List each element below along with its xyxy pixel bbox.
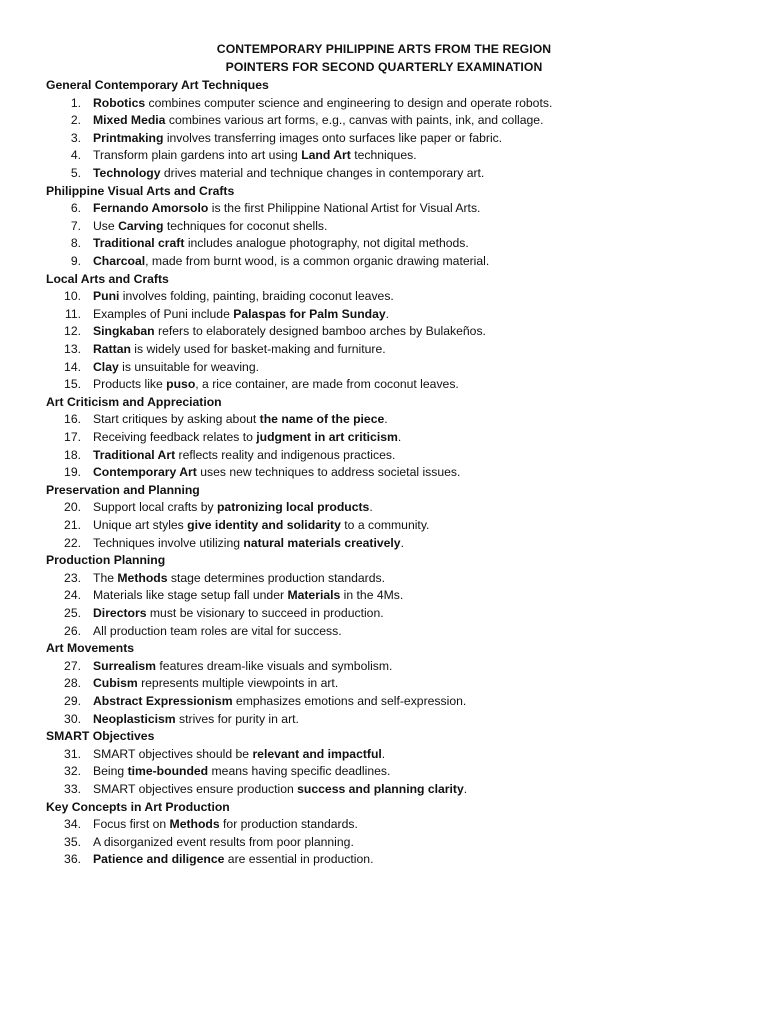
text-run: .: [397, 430, 402, 444]
list-item-text: [93, 429, 401, 447]
list-item-text: [93, 834, 354, 852]
text-run: refers to elaborately designed bamboo arches by Bulakeños.: [154, 324, 486, 339]
bold-term: Palaspas for Palm Sunday: [233, 306, 386, 321]
list-item-text: [93, 447, 395, 465]
list-item-number: 5.: [70, 166, 81, 180]
list-item-text: [93, 535, 404, 553]
list-item-number: 1.: [70, 95, 81, 110]
text-run: are essential in production.: [224, 852, 374, 867]
list-item-text: [93, 658, 392, 676]
list-item-text: [93, 570, 385, 588]
list-item-number: 7.: [70, 218, 81, 233]
list-item-text: [93, 253, 489, 271]
section-heading: General Contemporary Art Techniques: [46, 78, 269, 92]
document-subtitle: POINTERS FOR SECOND QUARTERLY EXAMINATION: [225, 60, 543, 74]
section-heading: Preservation and Planning: [46, 482, 200, 497]
list-item-number: 21.: [64, 518, 81, 532]
text-run: is the first Philippine National Artist for Visual Arts.: [208, 201, 481, 216]
text-run: strives for purity in art.: [175, 711, 299, 726]
bold-term: success and planning clarity: [297, 782, 464, 796]
text-run: techniques.: [350, 148, 417, 163]
text-run: for production standards.: [219, 817, 358, 832]
bold-term: Robotics: [93, 95, 146, 110]
text-run: Unique art styles: [93, 518, 188, 532]
list-item-number: 2.: [70, 113, 81, 128]
list-item-text: [93, 376, 459, 394]
list-item-number: 32.: [64, 764, 81, 779]
list-item-text: [93, 288, 394, 306]
text-run: Materials like stage setup fall under: [93, 588, 288, 603]
text-run: SMART objectives should be: [93, 746, 253, 761]
text-run: Focus first on: [93, 817, 170, 832]
text-run: The: [93, 570, 118, 585]
list-item-text: [93, 711, 299, 729]
list-item-number: 17.: [64, 430, 81, 444]
list-item-number: 33.: [64, 782, 81, 796]
list-item-number: 29.: [64, 694, 81, 708]
list-item-number: 15.: [64, 377, 81, 392]
list-item-text: [93, 235, 469, 253]
list-item-text: [93, 200, 480, 218]
bold-term: Traditional Art: [93, 447, 176, 462]
list-item-text: [93, 147, 417, 165]
section-heading: SMART Objectives: [46, 729, 155, 744]
bold-term: puso: [166, 377, 196, 392]
text-run: SMART objectives ensure production: [93, 782, 298, 796]
text-run: means having specific deadlines.: [208, 764, 391, 779]
text-run: A disorganized event results from poor planning.: [93, 834, 354, 849]
text-run: Examples of Puni include: [93, 306, 234, 321]
list-item-number: 6.: [70, 201, 81, 216]
document-title: CONTEMPORARY PHILIPPINE ARTS FROM THE REGION: [216, 42, 552, 56]
list-item-number: 12.: [64, 324, 81, 339]
text-run: combines various art forms, e.g., canvas with paints, ink, and collage.: [165, 113, 544, 128]
list-item-number: 22.: [64, 535, 81, 550]
text-run: emphasizes emotions and self-expression.: [232, 694, 467, 708]
list-item-number: 23.: [64, 570, 81, 585]
list-item-text: [93, 675, 338, 693]
bold-term: Traditional craft: [93, 236, 185, 251]
bold-term: Rattan: [93, 342, 131, 356]
text-run: reflects reality and indigenous practices.: [175, 447, 396, 462]
bold-term: Singkaban: [93, 324, 155, 339]
list-item-text: [93, 623, 342, 641]
bold-term: Methods: [117, 570, 168, 585]
text-run: represents multiple viewpoints in art.: [137, 676, 339, 691]
text-run: .: [384, 412, 388, 427]
bold-term: Technology: [93, 166, 161, 180]
list-item-text: [93, 517, 429, 535]
bold-term: relevant and impactful: [252, 746, 382, 761]
bold-term: Methods: [169, 817, 220, 832]
bold-term: Puni: [93, 289, 120, 304]
list-item-number: 26.: [64, 623, 81, 638]
bold-term: natural materials creatively: [243, 535, 401, 550]
list-item-number: 20.: [64, 500, 81, 515]
text-run: Being: [93, 764, 128, 779]
bold-term: Carving: [118, 218, 164, 233]
bold-term: judgment in art criticism: [256, 430, 398, 444]
section-heading: Production Planning: [46, 553, 166, 568]
list-item-text: [93, 763, 390, 781]
bold-term: Directors: [93, 606, 147, 620]
text-run: .: [385, 306, 390, 321]
bold-term: patronizing local products: [216, 500, 370, 515]
list-item-number: 9.: [70, 254, 81, 268]
list-item-number: 14.: [64, 359, 81, 374]
text-run: in the 4Ms.: [340, 588, 404, 603]
bold-term: Clay: [93, 359, 119, 374]
text-run: Use: [93, 218, 119, 233]
bold-term: give identity and solidarity: [187, 518, 341, 532]
list-item-number: 28.: [64, 676, 81, 691]
section-heading: Key Concepts in Art Production: [46, 799, 230, 814]
list-item-number: 8.: [70, 236, 81, 251]
bold-term: Fernando Amorsolo: [93, 201, 209, 216]
list-item-text: [93, 587, 403, 605]
text-run: Transform plain gardens into art using: [93, 148, 302, 163]
text-run: features dream-like visuals and symbolism.: [156, 658, 393, 673]
section-heading: Art Criticism and Appreciation: [46, 394, 222, 409]
text-run: combines computer science and engineering to design and operate robots.: [145, 95, 553, 110]
list-item-number: 24.: [64, 588, 81, 603]
bold-term: Cubism: [93, 676, 138, 691]
list-item-text: [93, 851, 373, 869]
list-item-text: [93, 341, 386, 359]
text-run: .: [369, 500, 373, 515]
bold-term: Printmaking: [93, 130, 164, 145]
bold-term: Surrealism: [93, 658, 157, 673]
list-item-text: [93, 112, 543, 130]
list-item-number: 16.: [64, 412, 81, 427]
text-run: includes analogue photography, not digital methods.: [184, 236, 469, 251]
text-run: .: [400, 535, 404, 550]
text-run: uses new techniques to address societal issues.: [196, 465, 461, 480]
bold-term: time-bounded: [127, 764, 209, 779]
list-item-text: [93, 165, 484, 183]
list-item-number: 35.: [64, 834, 81, 849]
text-run: to a community.: [340, 518, 430, 532]
text-run: techniques for coconut shells.: [163, 218, 328, 233]
list-item-number: 4.: [70, 148, 81, 163]
list-item-text: [93, 218, 327, 236]
bold-term: Mixed Media: [93, 113, 166, 128]
text-run: .: [381, 746, 386, 761]
text-run: involves transferring images onto surfaces like paper or fabric.: [163, 130, 503, 145]
list-item-text: [93, 95, 552, 113]
bold-term: Patience and diligence: [93, 852, 225, 867]
list-item-text: [93, 323, 486, 341]
text-run: stage determines production standards.: [167, 570, 385, 585]
list-item-text: [93, 781, 467, 799]
section-heading: Local Arts and Crafts: [46, 271, 169, 286]
list-item-number: 19.: [64, 465, 81, 480]
text-run: is unsuitable for weaving.: [118, 359, 259, 374]
section-heading: Art Movements: [46, 641, 135, 656]
list-item-text: [93, 306, 389, 324]
bold-term: the name of the piece: [259, 412, 385, 427]
list-item-number: 18.: [64, 447, 81, 462]
list-item-number: 13.: [64, 342, 81, 356]
text-run: Start critiques by asking about: [93, 412, 260, 427]
list-item-number: 10.: [64, 289, 81, 304]
text-run: involves folding, painting, braiding coconut leaves.: [119, 289, 394, 304]
list-item-number: 30.: [64, 711, 81, 726]
bold-term: Abstract Expressionism: [93, 694, 233, 708]
list-item-number: 36.: [64, 852, 81, 867]
text-run: Products like: [93, 377, 167, 392]
list-item-number: 25.: [64, 606, 81, 620]
list-item-text: [93, 693, 466, 711]
text-run: drives material and technique changes in contemporary art.: [160, 166, 485, 180]
list-item-text: [93, 499, 373, 517]
bold-term: Charcoal: [93, 254, 146, 268]
list-item-text: [93, 464, 460, 482]
list-item-number: 11.: [64, 306, 81, 321]
list-item-number: 27.: [64, 658, 81, 673]
list-item-text: [93, 130, 502, 148]
list-item-text: [93, 605, 384, 623]
list-item-number: 34.: [64, 817, 81, 832]
list-item-text: [93, 816, 358, 834]
list-item-number: 31.: [64, 746, 81, 761]
text-run: must be visionary to succeed in production.: [146, 606, 384, 620]
text-run: Techniques involve utilizing: [93, 535, 244, 550]
text-run: , made from burnt wood, is a common organic drawing material.: [145, 254, 490, 268]
list-item-number: 3.: [70, 130, 81, 145]
text-run: All production team roles are vital for success.: [93, 623, 342, 638]
text-run: Support local crafts by: [93, 500, 217, 515]
list-item-text: [93, 359, 259, 377]
list-item-text: [93, 746, 385, 764]
section-heading: Philippine Visual Arts and Crafts: [46, 183, 235, 198]
text-run: .: [463, 782, 468, 796]
text-run: , a rice container, are made from coconut leaves.: [195, 377, 459, 392]
bold-term: Land Art: [301, 148, 351, 163]
list-item-text: [93, 411, 388, 429]
bold-term: Materials: [287, 588, 341, 603]
bold-term: Contemporary Art: [93, 465, 197, 480]
text-run: is widely used for basket-making and furniture.: [130, 342, 386, 356]
bold-term: Neoplasticism: [93, 711, 176, 726]
text-run: Receiving feedback relates to: [93, 430, 257, 444]
